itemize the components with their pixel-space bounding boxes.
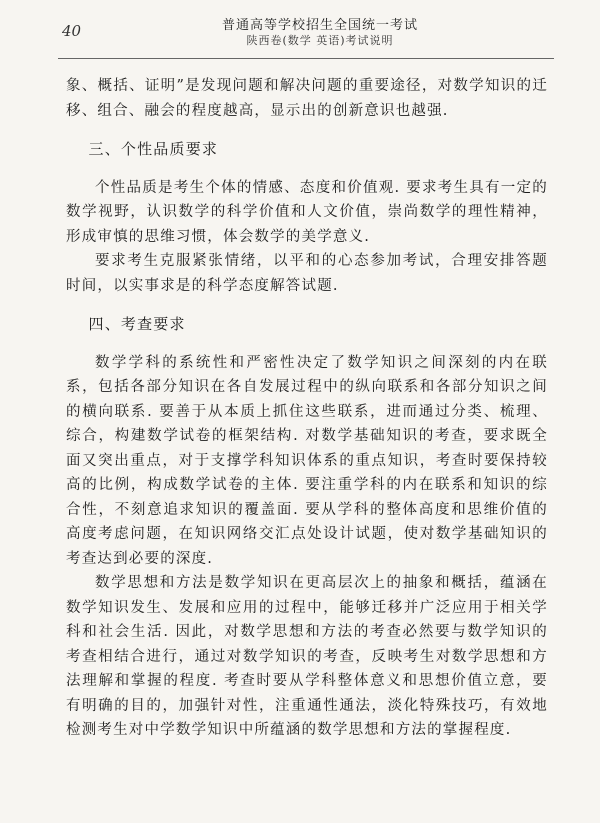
page-number: 40 bbox=[62, 22, 82, 40]
header-subtitle: 陕西卷(数学 英语)考试说明 bbox=[246, 34, 394, 47]
paragraph-personality-2: 要求考生克服紧张情绪，以平和的心态参加考试，合理安排答题时间，以实事求是的科学态度解答试题. bbox=[66, 253, 548, 294]
paragraph-assessment-1: 数学学科的系统性和严密性决定了数学知识之间深刻的内在联系，包括各部分知识在各自发展过程中的纵向联系和各部分知识之间的横向联系. 要善于从本质上抓住这些联系，进而通过分类、梳理、综合，构建数学试卷的框架结构. 对数学基础知识的考查，要求既全面又突出重点，对于支撑学科知识体系的重点知识，考查时要保持较高的比例，构成数学试卷的主体. 要注重学科的内在联系和知识的综合性，不刻意追求知识的覆盖面. 要从学科的整体高度和思维价值的高度考虑问题，在知识网络交汇点处设计试题，使对数学基础知识的考查达到必要的深度. bbox=[66, 354, 548, 567]
header-title: 普通高等学校招生全国统一考试 bbox=[221, 18, 418, 33]
running-header bbox=[170, 18, 470, 48]
section-heading-assessment: 四、考查要求 bbox=[88, 315, 186, 333]
paragraph-assessment-2: 数学思想和方法是数学知识在更高层次上的抽象和概括，蕴涵在数学知识发生、发展和应用的过程中，能够迁移并广泛应用于相关学科和社会生活. 因此，对数学思想和方法的考查必然要与数学知识的考查相结合进行，通过对数学知识的考查，反映考生对数学思想和方法理解和掌握的程度. 考查时要从学科整体意义和思想价值立意，要有明确的目的，加强针对性，注重通性通法，淡化特殊技巧，有效地检测考生对中学数学知识中所蕴涵的数学思想和方法的掌握程度. bbox=[66, 575, 548, 738]
paragraph-personality-1: 个性品质是考生个体的情感、态度和价值观. 要求考生具有一定的数学视野，认识数学的科学价值和人文价值，崇尚数学的理性精神，形成审慎的思维习惯，体会数学的美学意义. bbox=[66, 179, 548, 245]
header-divider bbox=[58, 58, 554, 59]
paragraph-continued: 象、概括、证明”是发现问题和解决问题的重要途径，对数学知识的迁移、组合、融会的程度越高，显示出的创新意识也越强. bbox=[66, 78, 548, 119]
body-text bbox=[66, 74, 548, 743]
section-heading-personality: 三、个性品质要求 bbox=[88, 140, 219, 158]
